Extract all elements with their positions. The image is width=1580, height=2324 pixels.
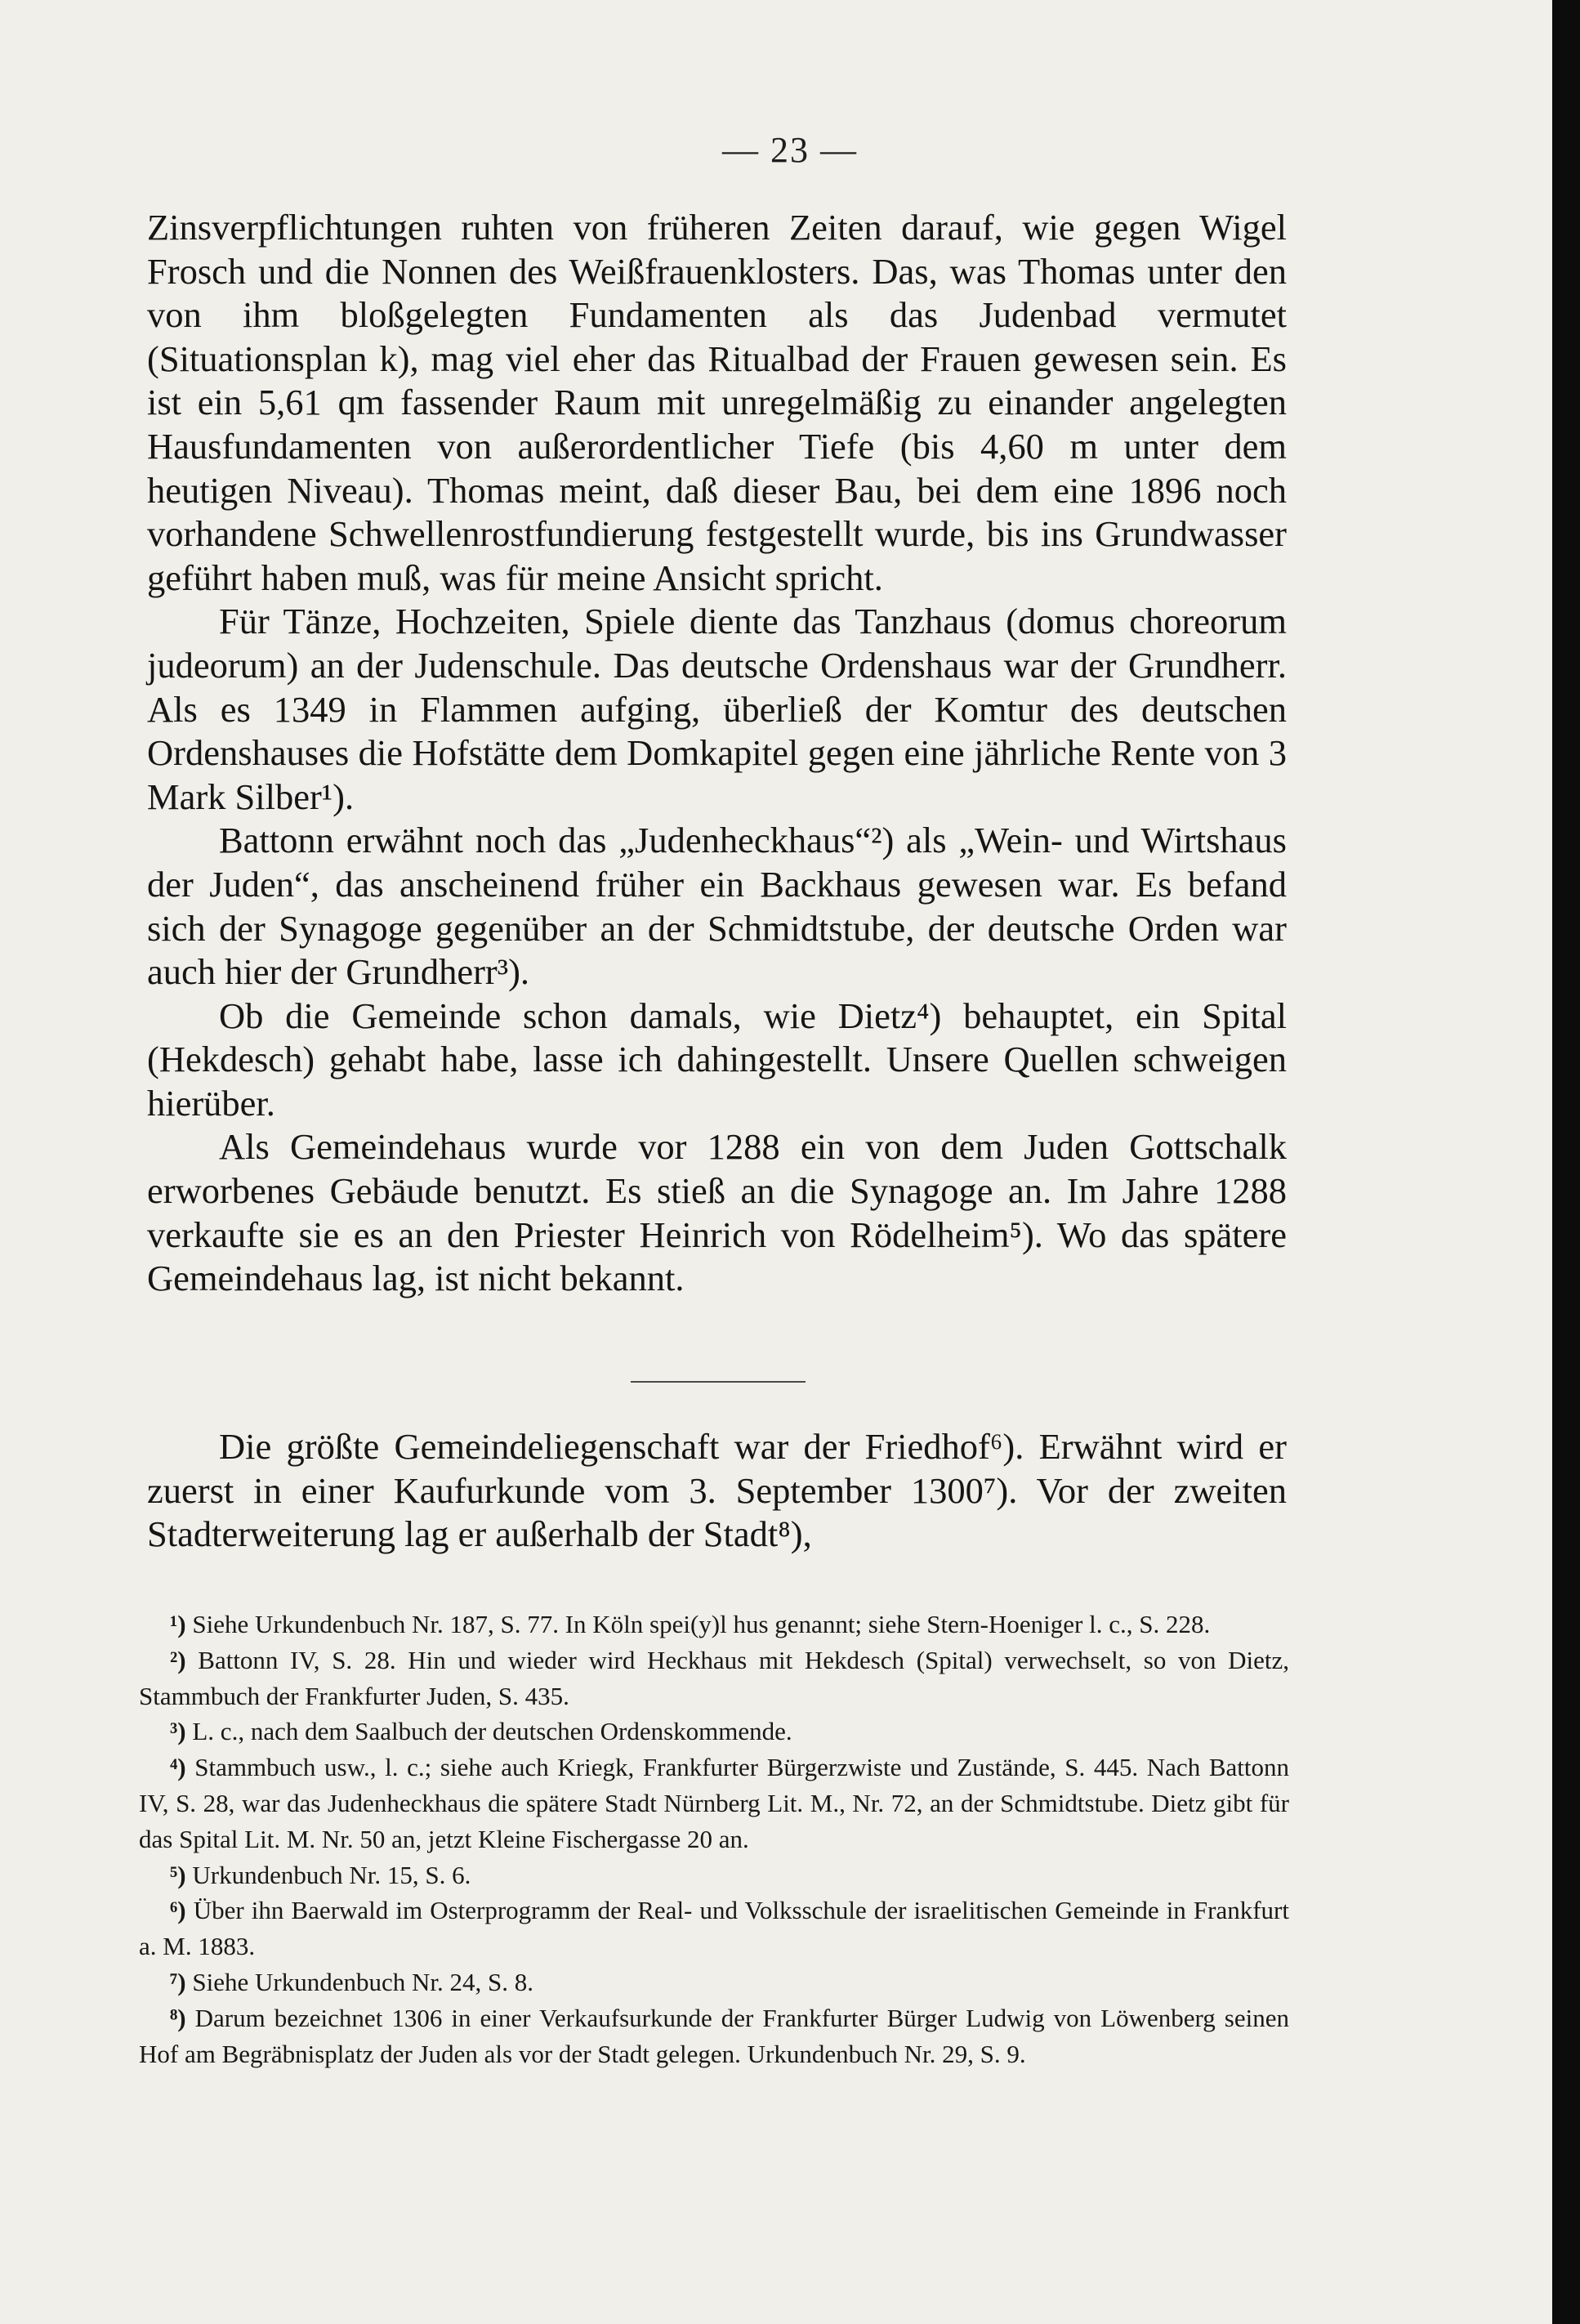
- page-number: — 23 —: [722, 130, 858, 170]
- footnote-marker: ¹): [170, 1610, 186, 1638]
- footnote-marker: ⁴): [170, 1753, 186, 1782]
- paragraph: Zinsverpflichtungen ruhten von früheren Zeiten darauf, wie gegen Wigel Frosch und die Nonnen des Weißfrauenklosters. Das, was Thomas unter den von ihm bloßgelegten Fundamenten als das Judenbad vermutet (Situationsplan k), mag viel eher das Ritualbad der Frauen gewesen sein. Es ist ein 5,61 qm fassender Raum mit unregelmäßig zu einander angelegten Hausfundamenten von außerordentlicher Tiefe (bis 4,60 m unter dem heutigen Niveau). Thomas meint, daß dieser Bau, bei dem eine 1896 noch vorhandene Schwellenrostfundierung festgestellt wurde, bis ins Grundwasser geführt haben muß, was für meine Ansicht spricht.: [147, 207, 1287, 598]
- paragraph: Als Gemeindehaus wurde vor 1288 ein von dem Juden Gottschalk erworbenes Gebäude benutzt. Es stieß an die Synagoge an. Im Jahre 1288 verkaufte sie es an den Priester Heinrich von Rödelheim⁵). Wo das spätere Gemeindehaus lag, ist nicht bekannt.: [147, 1126, 1287, 1299]
- footnote-text: Battonn IV, S. 28. Hin und wieder wird Heckhaus mit Hekdesch (Spital) verwechselt, so von Dietz, Stammbuch der Frankfurter Juden, S. 435.: [139, 1645, 1289, 1710]
- footnote-text: Stammbuch usw., l. c.; siehe auch Kriegk, Frankfurter Bürgerzwiste und Zustände, S. 445. Nach Battonn IV, S. 28, war das Judenheckhaus die spätere Stadt Nürnberg Lit. M., Nr. 72, an der Schmidtstube. Dietz gibt für das Spital Lit. M. Nr. 50 an, jetzt Kleine Fischergasse 20 an.: [139, 1753, 1289, 1853]
- paragraph: Für Tänze, Hochzeiten, Spiele diente das Tanzhaus (domus choreorum judeorum) an der Judenschule. Das deutsche Ordenshaus war der Grundherr. Als es 1349 in Flammen aufging, überließ der Komtur des deutschen Ordenshauses die Hofstätte dem Domkapitel gegen eine jährliche Rente von 3 Mark Silber¹).: [147, 601, 1287, 817]
- footnote-marker: ⁷): [170, 1967, 186, 1996]
- footnote-text: Darum bezeichnet 1306 in einer Verkaufsurkunde der Frankfurter Bürger Ludwig von Löwenberg seinen Hof am Begräbnisplatz der Juden als vor der Stadt gelegen. Urkundenbuch Nr. 29, S. 9.: [139, 2003, 1289, 2068]
- footnote-marker: ⁵): [170, 1860, 186, 1889]
- footnote-marker: ³): [170, 1717, 186, 1746]
- footnote: [139, 1857, 1289, 1893]
- footnote: [139, 1607, 1289, 1642]
- footnote: [139, 1893, 1289, 1964]
- footnote: [139, 1964, 1289, 2000]
- footnote-marker: ²): [170, 1645, 186, 1674]
- section-divider: [631, 1381, 806, 1383]
- footnote-text: Siehe Urkundenbuch Nr. 187, S. 77. In Köln spei(y)l hus genannt; siehe Stern-Hoeniger l. c., S. 228.: [185, 1610, 1211, 1638]
- footnote-text: Siehe Urkundenbuch Nr. 24, S. 8.: [185, 1967, 533, 1996]
- paragraph: Die größte Gemeindeliegenschaft war der Friedhof⁶). Erwähnt wird er zuerst in einer Kaufurkunde vom 3. September 1300⁷). Vor der zweiten Stadterweiterung lag er außerhalb der Stadt⁸),: [147, 1426, 1287, 1555]
- footnote: [139, 1714, 1289, 1750]
- footnote: [139, 1750, 1289, 1857]
- footnote: [139, 2000, 1289, 2072]
- footnote-text: Urkundenbuch Nr. 15, S. 6.: [185, 1860, 471, 1889]
- footnote-marker: ⁶): [170, 1896, 186, 1925]
- footnote-text: Über ihn Baerwald im Osterprogramm der Real- und Volksschule der israelitischen Gemeinde in Frankfurt a. M. 1883.: [139, 1896, 1289, 1961]
- footnote-text: L. c., nach dem Saalbuch der deutschen Ordenskommende.: [185, 1717, 792, 1746]
- footnote-marker: ⁸): [170, 2003, 186, 2032]
- paragraph: Ob die Gemeinde schon damals, wie Dietz⁴) behauptet, ein Spital (Hekdesch) gehabt habe, lasse ich dahingestellt. Unsere Quellen schweigen hierüber.: [147, 994, 1287, 1124]
- main-text-block: [147, 206, 1287, 1301]
- footnote: [139, 1642, 1289, 1714]
- paragraph: Battonn erwähnt noch das „Judenheckhaus“²) als „Wein- und Wirtshaus der Juden“, das anscheinend früher ein Backhaus gewesen war. Es befand sich der Synagoge gegenüber an der Schmidtstube, der deutsche Orden war auch hier der Grundherr³).: [147, 820, 1287, 993]
- footnotes: [139, 1607, 1289, 2071]
- scan-edge: [1552, 0, 1580, 2324]
- section-text-block: [147, 1425, 1287, 1557]
